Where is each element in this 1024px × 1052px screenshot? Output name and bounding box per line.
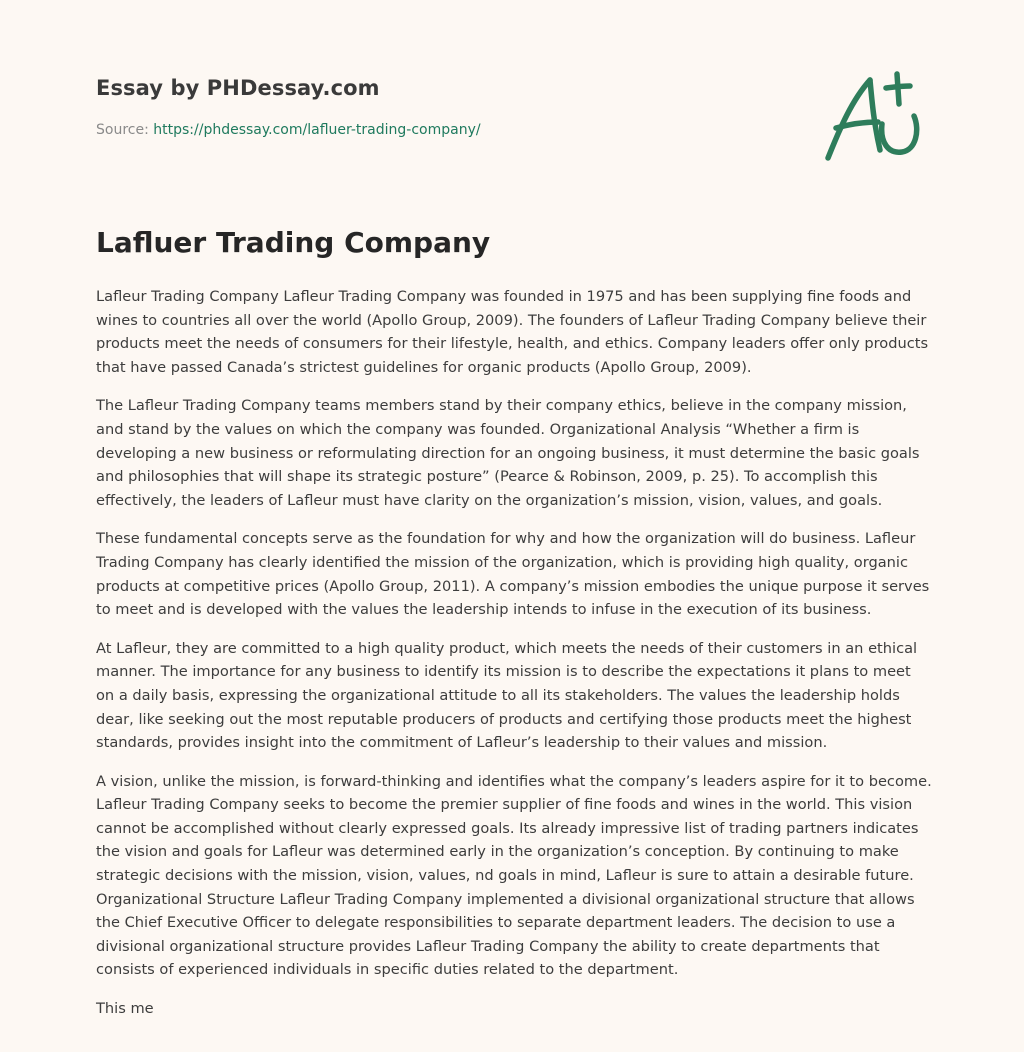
page-header: [96, 76, 796, 138]
paragraph: This me: [96, 1000, 154, 1018]
paragraph: The Lafleur Trading Company teams members stand by their company ethics, believe in the company mission, and stand by the values on which the company was founded. Organizational Analysis “Whether a firm is developing a new business or reformulating direction for an ongoing business, it must determine the basic goals and philosophies that will shape its strategic posture” (Pearce & Robinson, 2009, p. 25). To accomplish this effectively, the leaders of Lafleur must have clarity on the organization’s mission, vision, values, and goals.: [96, 397, 920, 509]
paragraph: At Lafleur, they are committed to a high quality product, which meets the needs of their customers in an ethical manner. The importance for any business to identify its mission is to describe the expectations it plans to meet on a daily basis, expressing the organizational attitude to all its stakeholders. The values the leadership holds dear, like seeking out the most reputable producers of products and certifying those products meet the highest standards, provides insight into the commitment of Lafleur’s leadership to their values and mission.: [96, 639, 918, 752]
essay-body: [96, 285, 932, 1036]
paragraph: These fundamental concepts serve as the foundation for why and how the organization will do business. Lafleur Trading Company has clearly identified the mission of the organization, which is providing high quality, organic products at competitive prices (Apollo Group, 2011). A company’s mission embodies the unique purpose it serves to meet and is developed with the values the leadership intends to infuse in the execution of its business.: [96, 530, 930, 619]
source-label: Source:: [96, 122, 149, 138]
source-link[interactable]: https://phdessay.com/lafluer-trading-company/: [153, 122, 481, 138]
paragraph: A vision, unlike the mission, is forward-thinking and identifies what the company’s leaders aspire for it to become. Lafleur Trading Company seeks to become the premier supplier of fine foods and wines in the world. This vision cannot be accomplished without clearly expressed goals. Its already impressive list of trading partners indicates the vision and goals for Lafleur was determined early in the organization’s conception. By continuing to make strategic decisions with the mission, vision, values, nd goals in mind, Lafleur is sure to attain a desirable future. Organizational Structure Lafleur Trading Company implemented a divisional organizational structure that allows the Chief Executive Officer to delegate responsibilities to separate department leaders. The decision to use a divisional organizational structure provides Lafleur Trading Company the ability to create departments that consists of experienced individuals in specific duties related to the department.: [96, 772, 932, 979]
paragraph: Lafleur Trading Company Lafleur Trading Company was founded in 1975 and has been supplying fine foods and wines to countries all over the world (Apollo Group, 2009). The founders of Lafleur Trading Company believe their products meet the needs of consumers for their lifestyle, health, and ethics. Company leaders offer only products that have passed Canada’s strictest guidelines for organic products (Apollo Group, 2009).: [96, 288, 929, 376]
source-line: [96, 122, 796, 138]
site-title: Essay by PHDessay.com: [96, 76, 380, 100]
document-title: Lafluer Trading Company: [96, 226, 491, 259]
a-plus-grade-logo-icon: [818, 66, 930, 166]
